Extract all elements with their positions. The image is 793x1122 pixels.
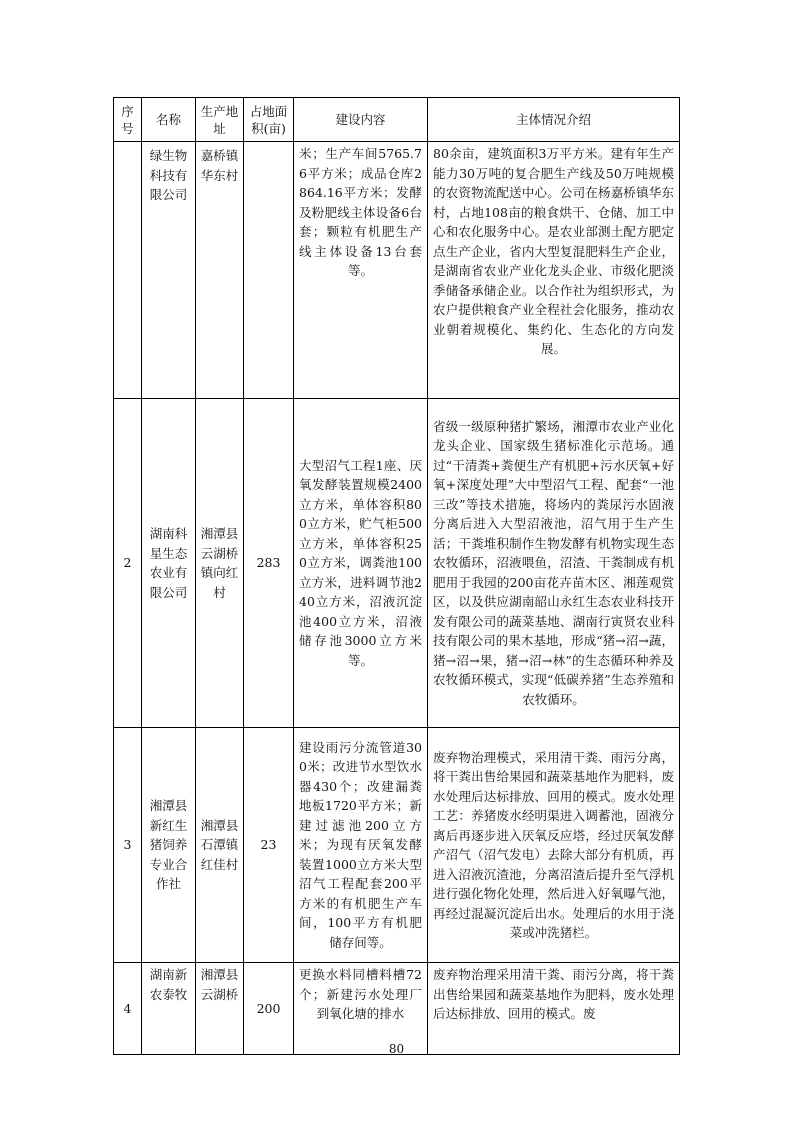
cell-content: 大型沼气工程1座、厌氧发酵装置规模2400立方米，单体容积800立方米，贮气柜500立方米，单体容积250立方米，调粪池100立方米，进料调节池240立方米，沼液沉淀池400立方米，沼液储存池3000立方米等。: [294, 399, 428, 728]
cell-content: 建设雨污分流管道300米；改进节水型饮水器430个；改建漏粪地板1720平方米；新建过滤池200立方米；为现有厌氧发酵装置1000立方米大型沼气工程配套200平方米的有机肥生产车间，100平方有机肥储存间等。: [294, 728, 428, 963]
table-row: [114, 142, 680, 399]
cell-address: 嘉桥镇华东村: [196, 142, 244, 399]
cell-name: 湖南新农泰牧: [142, 963, 196, 1055]
page-number: 80: [388, 1042, 405, 1056]
header-seq: 序号: [114, 98, 142, 142]
cell-address: 湘潭县石潭镇红佳村: [196, 728, 244, 963]
cell-content: 更换水料同槽料槽72个；新建污水处理厂到氧化塘的排水: [294, 963, 428, 1055]
table-header-row: [114, 98, 680, 142]
cell-area: 283: [244, 399, 294, 728]
cell-intro: 80余亩，建筑面积3万平方米。建有年生产能力30万吨的复合肥生产线及50万吨规模的农资物流配送中心。公司在杨嘉桥镇华东村，占地108亩的粮食烘干、仓储、加工中心和农化服务中心。是农业部测土配方肥定点生产企业，省内大型复混肥料生产企业，是湖南省农业产业化龙头企业、市级化肥淡季储备承储企业。以合作社为组织形式，为农户提供粮食产业全程社会化服务，推动农业朝着规模化、集约化、生态化的方向发展。: [428, 142, 680, 399]
table-row: [114, 963, 680, 1055]
cell-area: 200: [244, 963, 294, 1055]
cell-content: 米；生产车间5765.76平方米；成品仓库2864.16平方米；发酵及粉肥线主体设备6台套；颗粒有机肥生产线主体设备13台套等。: [294, 142, 428, 399]
header-name: 名称: [142, 98, 196, 142]
cell-intro: 废弃物治理模式，采用清干粪、雨污分离，将干粪出售给果园和蔬菜基地作为肥料，废水处理后达标排放、回用的模式。废水处理工艺：养猪废水经明渠进入调蓄池，固液分离后再逐步进入厌氧反应塔，经过厌氧发酵产沼气（沼气发电）去除大部分有机质，再进入沼液沉渣池，分离沼渣后提升至气浮机进行强化物化处理，然后进入好氧曝气池，再经过混凝沉淀后出水。处理后的水用于浇菜或冲洗猪栏。: [428, 728, 680, 963]
header-address: 生产地址: [196, 98, 244, 142]
cell-intro: 废弃物治理采用清干粪、雨污分离，将干粪出售给果园和蔬菜基地作为肥料，废水处理后达标排放、回用的模式。废: [428, 963, 680, 1055]
cell-area: [244, 142, 294, 399]
cell-seq: 2: [114, 399, 142, 728]
header-area: 占地面积(亩): [244, 98, 294, 142]
cell-name: 绿生物科技有限公司: [142, 142, 196, 399]
header-content: 建设内容: [294, 98, 428, 142]
cell-area: 23: [244, 728, 294, 963]
table-row: [114, 728, 680, 963]
cell-seq: 4: [114, 963, 142, 1055]
header-intro: 主体情况介绍: [428, 98, 680, 142]
cell-intro: 省级一级原种猪扩繁场，湘潭市农业产业化龙头企业、国家级生猪标准化示范场。通过“干清粪+粪便生产有机肥+污水厌氧+好氧+深度处理”大中型沼气工程、配套“一池三改”等技术措施，将场内的粪尿污水固液分离后进入大型沼液池，沼气用于生产生活；干粪堆积制作生物发酵有机物实现生态农牧循环，沼液喂鱼，沼渣、干粪制成有机肥用于我园的200亩花卉苗木区、湘莲观赏区，以及供应湖南韶山永红生态农业科技开发有限公司的蔬菜基地、湖南行寅贤农业科技有限公司的果木基地，形成“猪→沼→蔬，猪→沼→果，猪→沼→林”的生态循环种养及农牧循环模式，实现“低碳养猪”生态养殖和农牧循环。: [428, 399, 680, 728]
cell-name: 湖南科星生态农业有限公司: [142, 399, 196, 728]
cell-seq: 3: [114, 728, 142, 963]
cell-address: 湘潭县云湖桥: [196, 963, 244, 1055]
cell-address: 湘潭县云湖桥镇向红村: [196, 399, 244, 728]
enterprise-table: [113, 97, 680, 1055]
table-row: [114, 399, 680, 728]
cell-name: 湘潭县新红生猪饲养专业合作社: [142, 728, 196, 963]
cell-seq: [114, 142, 142, 399]
